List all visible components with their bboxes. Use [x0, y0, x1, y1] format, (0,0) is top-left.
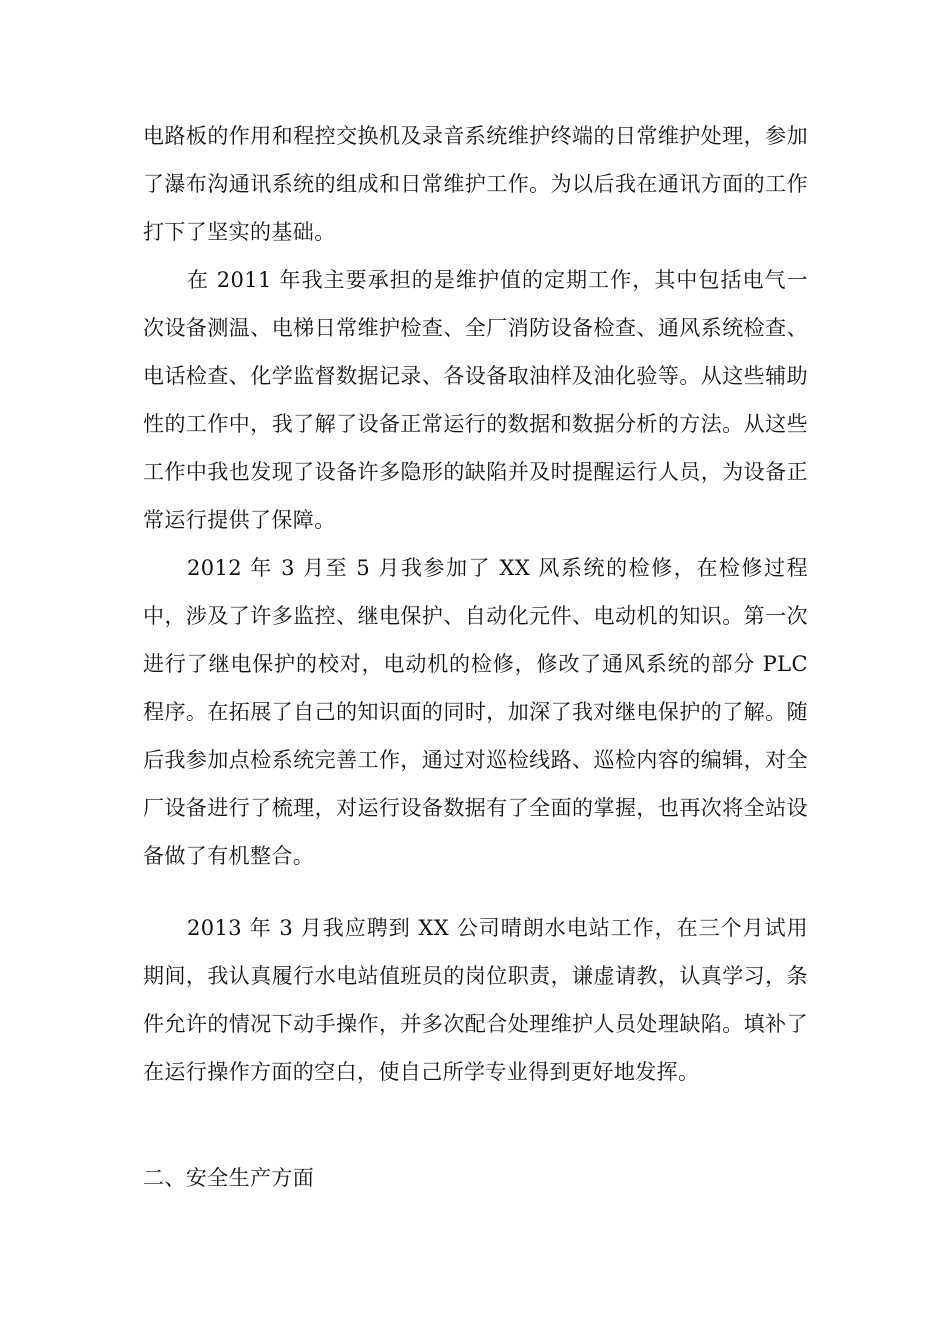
paragraph-continuation: 电路板的作用和程控交换机及录音系统维护终端的日常维护处理，参加了瀑布沟通讯系统的组成和日常维护工作。为以后我在通讯方面的工作打下了坚实的基础。 [143, 124, 808, 244]
paragraph-2012-work: 2012 年 3 月至 5 月我参加了 XX 风系统的检修，在检修过程中，涉及了许多监控、继电保护、自动化元件、电动机的知识。第一次进行了继电保护的校对，电动机的检修，修改了通风系统的部分 PLC 程序。在拓展了自己的知识面的同时，加深了我对继电保护的了解。随后我参加点检系统完善工作，通过对巡检线路、巡检内容的编辑，对全厂设备进行了梳理，对运行设备数据有了全面的掌握，也再次将全站设备做了有机整合。 [143, 556, 808, 868]
section-heading: 二、安全生产方面 [143, 1166, 315, 1190]
paragraph-2013-work: 2013 年 3 月我应聘到 XX 公司晴朗水电站工作，在三个月试用期间，我认真履行水电站值班员的岗位职责，谦虚请教，认真学习，条件允许的情况下动手操作，并多次配合处理维护人员处理缺陷。填补了在运行操作方面的空白，使自己所学专业得到更好地发挥。 [143, 916, 808, 1084]
paragraph-2011-work: 在 2011 年我主要承担的是维护值的定期工作，其中包括电气一次设备测温、电梯日常维护检查、全厂消防设备检查、通风系统检查、电话检查、化学监督数据记录、各设备取油样及油化验等。从这些辅助性的工作中，我了解了设备正常运行的数据和数据分析的方法。从这些工作中我也发现了设备许多隐形的缺陷并及时提醒运行人员，为设备正常运行提供了保障。 [143, 268, 808, 532]
